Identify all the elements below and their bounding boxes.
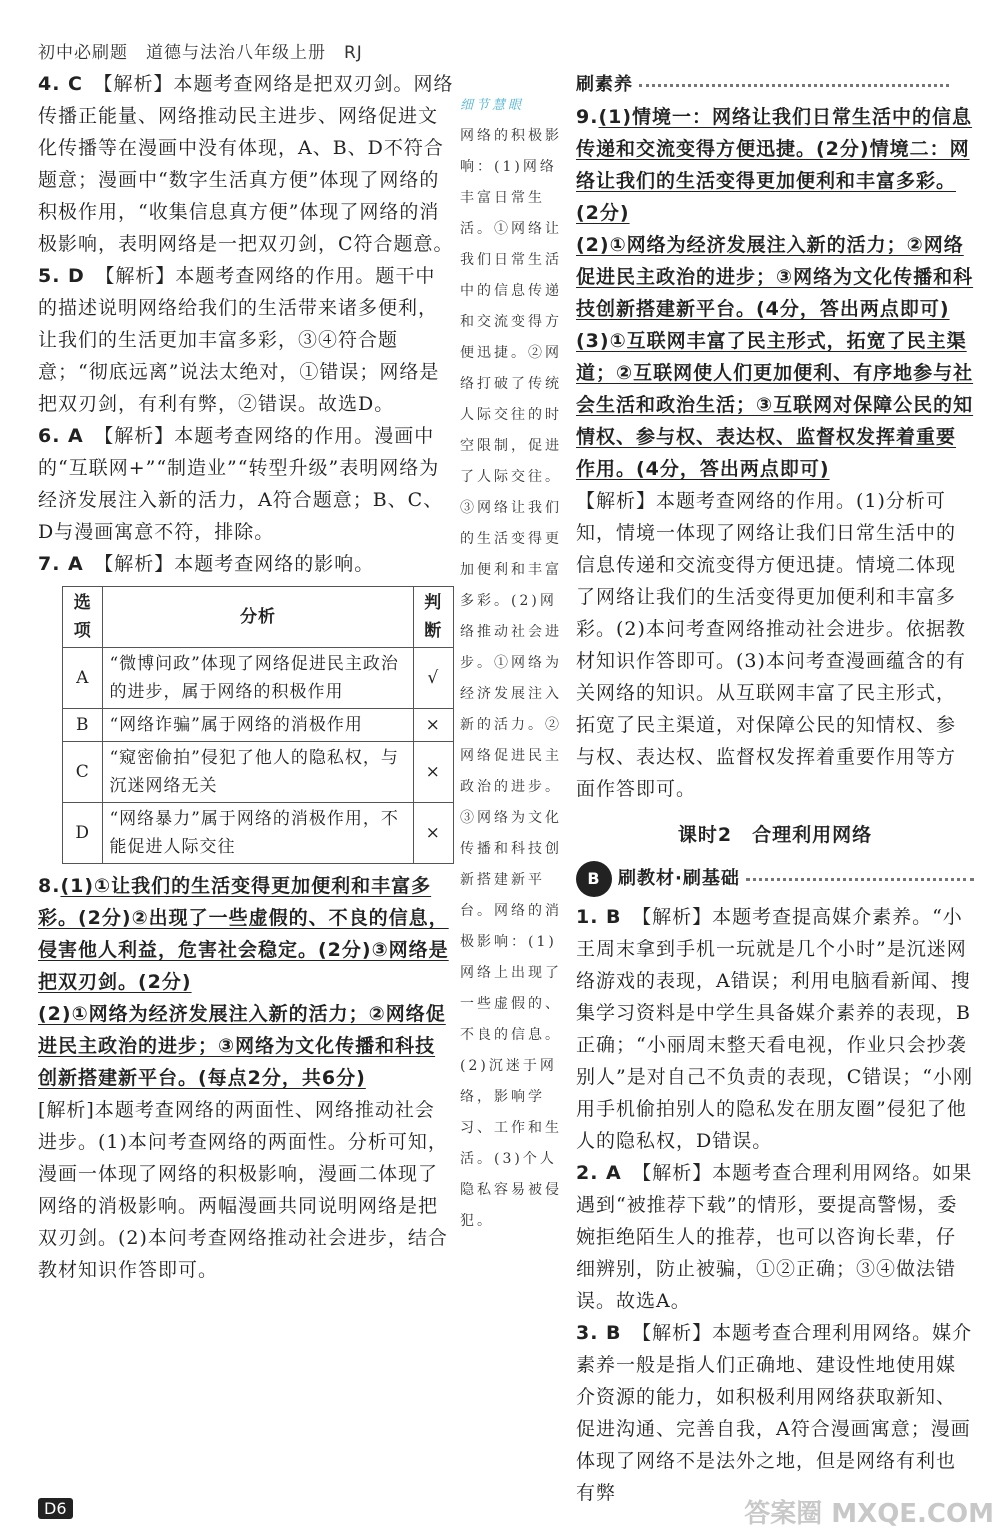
answer-9-explanation: 【解析】本题考查网络的作用。(1)分析可知，情境一体现了网络让我们日常生活中的信息传递和交流变得方便迅捷。情境二体现了网络让我们的生活变得更加便利和丰富多彩。(2)本问考查网络推动社会进步。依据教材知识作答即可。(3)本问考查漫画蕴含的有关网络的知识。从互联网丰富了民主形式，拓宽了民主渠道，对保障公民的知情权、参与权、表达权、监督权发挥着重要作用等方面作答即可。	[576, 490, 966, 800]
answer-7-text: 【解析】本题考查网络的影响。	[103, 553, 375, 575]
table-row	[63, 709, 454, 742]
table-cell: B	[63, 709, 103, 742]
table-cell: √	[413, 648, 453, 709]
analysis-table	[62, 586, 454, 864]
table-row	[63, 803, 454, 864]
table-cell: ×	[413, 742, 453, 803]
answer-4-num: 4. C	[38, 73, 83, 95]
answer-8-part2: (2)①网络为经济发展注入新的活力；②网络促进民主政治的进步；③网络为文化传播和科技创新搭建新平台。(每点2分，共6分)	[38, 1003, 446, 1089]
table-header: 选项	[63, 587, 103, 648]
table-row	[63, 742, 454, 803]
answer-9-part3: (3)①互联网丰富了民主形式，拓宽了民主渠道；②互联网使人们更加便利、有序地参与社会生活和政治生活；③互联网对保障公民的知情权、参与权、表达权、监督权发挥着重要作用。(4分，答出两点即可)	[576, 330, 974, 480]
answer-9-part1: (1)情境一：网络让我们日常生活中的信息传递和交流变得方便迅捷。(2分)情境二：网络让我们的生活变得更加便利和丰富多彩。(2分)	[576, 106, 973, 224]
table-cell: “网络诈骗”属于网络的消极作用	[103, 709, 413, 742]
answer-1	[576, 901, 974, 1157]
answer-6	[38, 420, 454, 548]
answer-8	[38, 870, 454, 998]
answer-8-part1: (1)①让我们的生活变得更加便利和丰富多彩。(2分)②出现了一些虚假的、不良的信息，侵害他人利益，危害社会稳定。(2分)③网络是把双刃剑。(2分)	[38, 875, 449, 993]
answer-7-num: 7. A	[38, 553, 84, 575]
answer-6-text: 【解析】本题考查网络的作用。漫画中的“互联网+”“制造业”“转型升级”表明网络为经济发展注入新的活力，A符合题意；B、C、D与漫画寓意不符，排除。	[38, 425, 444, 543]
table-cell: C	[63, 742, 103, 803]
answer-5	[38, 260, 454, 420]
answer-3-text: 【解析】本题考查合理利用网络。媒介素养一般是指人们正确地、建设性地使用媒介资源的能力，如积极利用网络获取新知、促进沟通、完善自我，A符合漫画寓意；漫画体现了网络不是法外之地，但是网络有利也有弊	[576, 1322, 973, 1504]
table-header-row	[63, 587, 454, 648]
answer-2-num: 2. A	[576, 1162, 622, 1184]
page-number: D6	[38, 1498, 73, 1519]
table-row	[63, 648, 454, 709]
answer-3-num: 3. B	[576, 1322, 622, 1344]
answer-8-num: 8.	[38, 875, 61, 897]
answer-9-b	[576, 229, 974, 325]
answer-5-num: 5. D	[38, 265, 85, 287]
answer-8-b	[38, 998, 454, 1094]
answer-3	[576, 1317, 974, 1509]
watermark: 答案圈 MXQE.COM	[744, 1499, 994, 1529]
section-title: 刷素养	[576, 74, 633, 95]
answer-7	[38, 548, 454, 580]
sidebar-note-title: 细节慧眼	[460, 98, 525, 113]
answer-2-text: 【解析】本题考查合理利用网络。如果遇到“被推荐下载”的情形，要提高警惕，委婉拒绝陌生人的推荐，也可以咨询长辈，仔细辨别，防止被骗，①②正确；③④做法错误。故选A。	[576, 1162, 973, 1312]
lesson-title: 课时2 合理利用网络	[677, 824, 873, 846]
table-cell: ×	[413, 803, 453, 864]
answer-8-explanation: [解析]本题考查网络的两面性、网络推动社会进步。(1)本问考查网络的两面性。分析可知，漫画一体现了网络的积极影响，漫画二体现了网络的消极影响。两幅漫画共同说明网络是把双刃剑。(2)本问考查网络推动社会进步，结合教材知识作答即可。	[38, 1099, 448, 1281]
banner-dots	[746, 878, 974, 881]
answer-9-part2: (2)①网络为经济发展注入新的活力；②网络促进民主政治的进步；③网络为文化传播和科技创新搭建新平台。(4分，答出两点即可)	[576, 234, 974, 320]
running-header: 初中必刷题 道德与法治八年级上册 RJ	[38, 43, 363, 63]
sidebar-note-text: 网络的积极影响：(1)网络丰富日常生活。①网络让我们日常生活中的信息传递和交流变得方便迅捷。②网络打破了传统人际交往的时空限制，促进了人际交往。③网络让我们的生活变得更加便利和丰富多彩。(2)网络推动社会进步。①网络为经济发展注入新的活力。②网络促进民主政治的进步。③网络为文化传播和科技创新搭建新平台。网络的消极影响：(1)网络上出现了一些虚假的、不良的信息。(2)沉迷于网络，影响学习、工作和生活。(3)个人隐私容易被侵犯。	[460, 128, 562, 1229]
answer-9-d	[576, 485, 974, 805]
answer-4	[38, 68, 454, 260]
answer-9-num: 9.	[576, 106, 599, 128]
answer-2	[576, 1157, 974, 1317]
table-cell: “微博问政”体现了网络促进民主政治的进步，属于网络的积极作用	[103, 648, 413, 709]
answer-6-num: 6. A	[38, 425, 84, 447]
answer-5-text: 【解析】本题考查网络的作用。题干中的描述说明网络给我们的生活带来诸多便利，让我们的生活更加丰富多彩，③④符合题意；“彻底远离”说法太绝对，①错误；网络是把双刃剑，有利有弊，②错误。故选D。	[38, 265, 440, 415]
answer-8-c	[38, 1094, 454, 1286]
banner-badge-icon: B	[576, 861, 612, 897]
table-header: 分析	[103, 587, 413, 648]
table-cell: A	[63, 648, 103, 709]
sidebar-note	[460, 90, 568, 1237]
answer-4-text: 【解析】本题考查网络是把双刃剑。网络传播正能量、网络推动民主进步、网络促进文化传播等在漫画中没有体现，A、B、D不符合题意；漫画中“数字生活真方便”体现了网络的积极作用，“收集信息真方便”体现了网络的消极影响，表明网络是一把双刃剑，C符合题意。	[38, 73, 454, 255]
right-column	[576, 68, 974, 1509]
table-cell: ×	[413, 709, 453, 742]
table-cell: D	[63, 803, 103, 864]
left-column	[38, 68, 454, 1286]
table-cell: “网络暴力”属于网络的消极作用，不能促进人际交往	[103, 803, 413, 864]
section-dots	[639, 84, 949, 87]
answer-1-num: 1. B	[576, 906, 622, 928]
table-header: 判断	[413, 587, 453, 648]
table-cell: “窥密偷拍”侵犯了他人的隐私权，与沉迷网络无关	[103, 742, 413, 803]
section-heading	[576, 68, 974, 101]
section-banner	[576, 861, 974, 897]
answer-9-c	[576, 325, 974, 485]
answer-9	[576, 101, 974, 229]
answer-1-text: 【解析】本题考查提高媒介素养。“小王周末拿到手机一玩就是几个小时”是沉迷网络游戏的表现，A错误；利用电脑看新闻、搜集学习资料是中学生具备媒介素养的表现，B正确；“小丽周末整天看电视，作业只会抄袭别人”是对自己不负责的表现，C错误；“小刚用手机偷拍别人的隐私发在朋友圈”侵犯了他人的隐私权，D错误。	[576, 906, 973, 1152]
banner-title: 刷教材·刷基础	[618, 868, 740, 889]
